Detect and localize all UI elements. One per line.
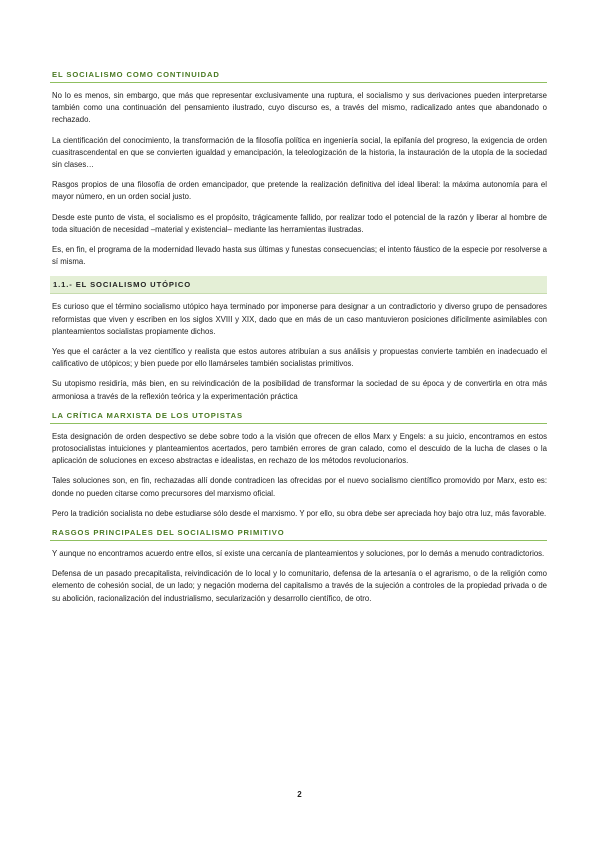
section-socialismo-utopico bbox=[50, 276, 547, 402]
section-socialismo-continuidad bbox=[50, 70, 547, 268]
section-heading: RASGOS PRINCIPALES DEL SOCIALISMO PRIMITIVO bbox=[50, 528, 547, 541]
subsection-heading: 1.1.- EL SOCIALISMO UTÓPICO bbox=[50, 276, 547, 294]
paragraph: Tales soluciones son, en fin, rechazadas allí donde contradicen las ofrecidas por el nuevo socialismo científico promovido por Marx, esto es: donde no pueden citarse como precursores del marxismo oficial. bbox=[52, 476, 547, 498]
paragraph: Yes que el carácter a la vez científico y realista que estos autores atribuían a sus análisis y propuestas convierte también en inadecuado el calificativo de utópicos; y bien puede por ello llamárseles también socialistas primitivos. bbox=[52, 347, 547, 369]
paragraph: Esta designación de orden despectivo se debe sobre todo a la visión que ofrecen de ellos Marx y Engels: a su juicio, encontramos en estos protosocialistas intuiciones y planteamientos acertados, pero también errores de gran calado, como el descuido de la lucha de clases o la aplicación de soluciones en exceso abstractas e idealistas, en rechazo de los métodos revolucionarios. bbox=[52, 431, 547, 466]
section-heading: LA CRÍTICA MARXISTA DE LOS UTOPISTAS bbox=[50, 411, 547, 424]
paragraph: Su utopismo residiría, más bien, en su reivindicación de la posibilidad de transformar la sociedad de su época y de convertirla en otra más armoniosa a través de la reflexión teórica y la experimentación práctica bbox=[52, 379, 547, 401]
page-number: 2 bbox=[297, 790, 302, 799]
paragraph: La cientificación del conocimiento, la transformación de la filosofía política en ingeniería social, la epifanía del progreso, la exigencia de orden cuasitrascendental en que se convierten igualdad y emancipación, la teleologización de la historia, la instauración de la utopía de la sociedad sin clases… bbox=[52, 135, 547, 170]
paragraph: Es curioso que el término socialismo utópico haya terminado por imponerse para designar a un contradictorio y diverso grupo de pensadores reformistas que viven y escriben en los siglos XVIII y XIX, dado que en más de un caso mantuvieron posiciones difícilmente asimilables con planteamientos socialistas propiamente dichos. bbox=[52, 302, 547, 336]
section-critica-marxista bbox=[50, 411, 547, 520]
paragraph: Defensa de un pasado precapitalista, reivindicación de lo local y lo comunitario, defensa de la artesanía o el agrarismo, o de la religión como elemento de cohesión social, de un lado; y negación moderna del capitalismo a través de la sujeción a controles de la propiedad privada o de su abolición, racionalización del industrialismo, secularización y desarrollo científico, de otro. bbox=[52, 569, 547, 603]
page-content bbox=[50, 70, 547, 613]
section-heading: EL SOCIALISMO COMO CONTINUIDAD bbox=[50, 70, 547, 83]
paragraph: Es, en fin, el programa de la modernidad llevado hasta sus últimas y funestas consecuencias; el intento fáustico de la especie por resolverse a sí misma. bbox=[52, 245, 547, 267]
paragraph: Desde este punto de vista, el socialismo es el propósito, trágicamente fallido, por realizar todo el potencial de la razón y liberar al hombre de toda situación de necesidad –material y existencial– mediante las herramientas ilustradas. bbox=[52, 212, 547, 234]
paragraph: Rasgos propios de una filosofía de orden emancipador, que pretende la realización definitiva del ideal liberal: la máxima autonomía para el mayor número, en un orden social justo. bbox=[52, 180, 547, 202]
section-rasgos-principales bbox=[50, 528, 547, 605]
paragraph: No lo es menos, sin embargo, que más que representar exclusivamente una ruptura, el socialismo y sus derivaciones pueden interpretarse también como una continuación del pensamiento ilustrado, cuyo discurso es, a través del mismo, radicalizado antes que abandonado o rechazado. bbox=[52, 91, 547, 125]
paragraph: Pero la tradición socialista no debe estudiarse sólo desde el marxismo. Y por ello, su obra debe ser apreciada hoy bajo otra luz, más favorable. bbox=[52, 508, 547, 518]
paragraph: Y aunque no encontramos acuerdo entre ellos, sí existe una cercanía de planteamientos y soluciones, por lo demás a menudo contradictorios. bbox=[52, 549, 545, 559]
